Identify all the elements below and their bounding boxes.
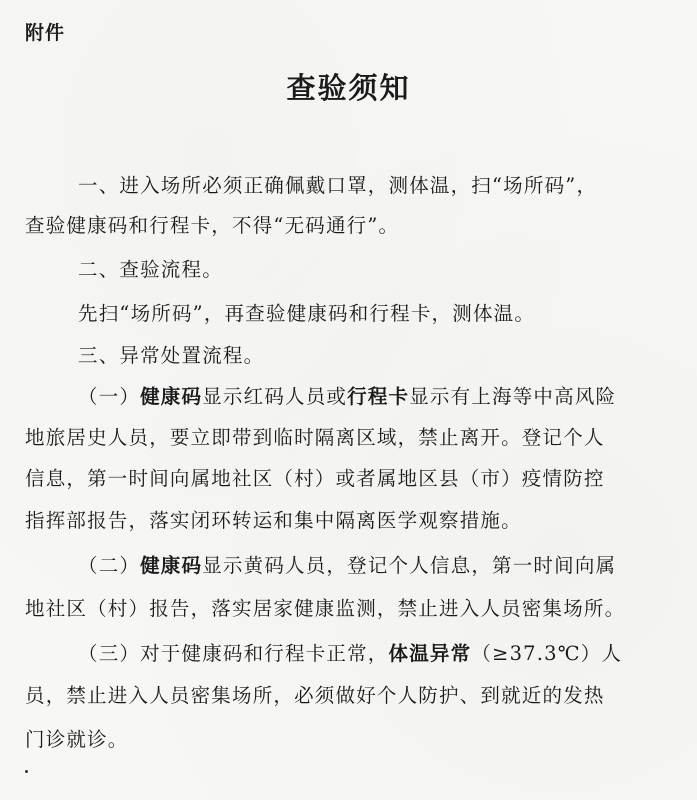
para-2-term-health-code: 健康码 — [140, 554, 203, 577]
para-3-line-2: 员，禁止进入人员密集场所，必须做好个人防护、到就近的发热 — [25, 684, 605, 707]
para-1-rest: 显示有上海等中高风险 — [409, 385, 617, 408]
para-1-line-3: 信息，第一时间向属地社区（村）或者属地区县（市）疫情防控 — [25, 467, 605, 490]
para-1-prefix: （一） — [78, 385, 141, 408]
section-1-line-2: 查验健康码和行程卡，不得“无码通行”。 — [25, 214, 400, 237]
section-2-heading: 二、查验流程。 — [78, 258, 223, 281]
para-1-term-health-code: 健康码 — [140, 385, 203, 408]
para-3-line-3: 门诊就诊。 — [25, 728, 129, 751]
para-2-line-2: 地社区（村）报告，落实居家健康监测，禁止进入人员密集场所。 — [25, 597, 626, 620]
para-3-term-temperature: 体温异常 — [388, 642, 472, 665]
section-1-line-1: 一、进入场所必须正确佩戴口罩，测体温，扫“场所码”， — [78, 174, 598, 197]
para-3-rest: （≥37.3℃）人 — [471, 642, 623, 665]
para-2-rest: 显示黄码人员，登记个人信息，第一时间向属 — [202, 554, 617, 577]
para-2-line-1 — [78, 552, 616, 580]
section-3-heading: 三、异常处置流程。 — [78, 344, 265, 367]
para-2-prefix: （二） — [78, 554, 141, 577]
para-1-term-trip-card: 行程卡 — [347, 385, 410, 408]
para-3-line-1 — [78, 640, 622, 668]
para-1-line-4: 指挥部报告，落实闭环转运和集中隔离医学观察措施。 — [25, 509, 522, 532]
section-2-line-1: 先扫“场所码”，再查验健康码和行程卡，测体温。 — [78, 302, 536, 325]
para-1-line-1 — [78, 383, 616, 411]
page-title: 查验须知 — [286, 71, 411, 105]
scan-speck — [25, 770, 28, 773]
para-3-prefix: （三）对于健康码和行程卡正常， — [78, 642, 389, 665]
para-1-mid: 显示红码人员或 — [202, 385, 348, 408]
para-1-line-2: 地旅居史人员，要立即带到临时隔离区域，禁止离开。登记个人 — [25, 426, 605, 449]
attachment-label: 附件 — [25, 22, 66, 44]
